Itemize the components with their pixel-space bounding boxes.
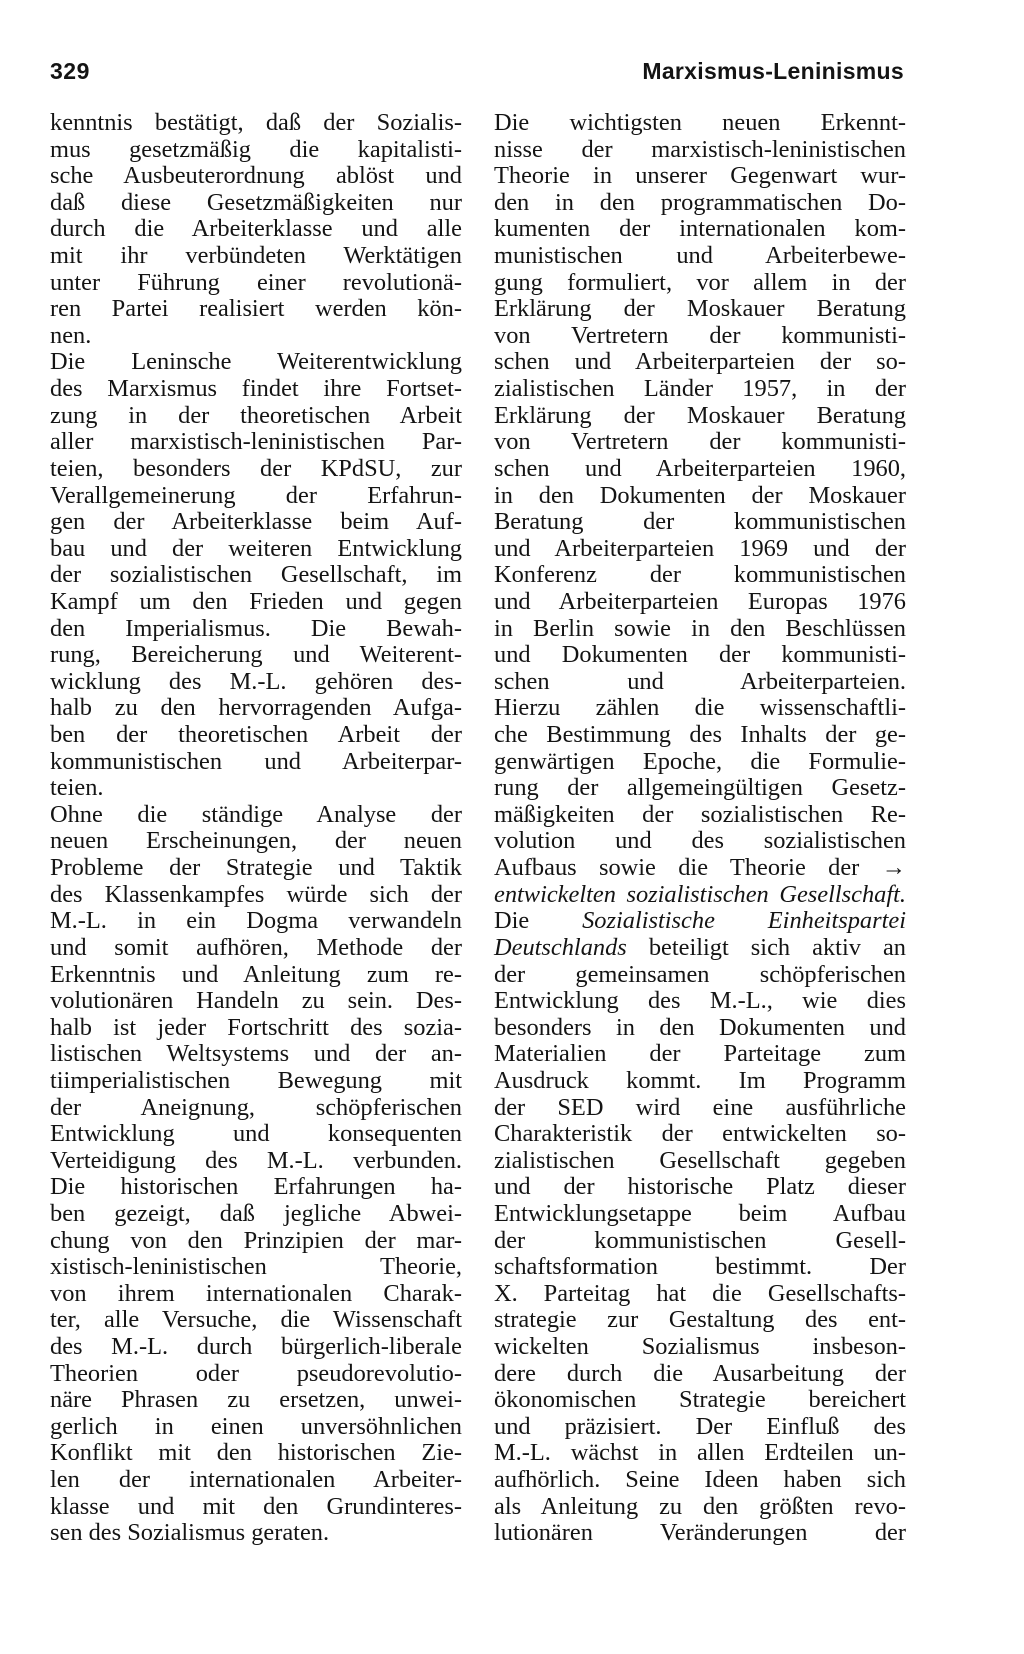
text-line: des Marxismus findet ihre Fortset- xyxy=(50,375,462,403)
text-line: Erklärung der Moskauer Beratung xyxy=(494,401,906,429)
text-line: genwärtigen Epoche, die Formulie- xyxy=(494,747,906,775)
text-line: und präzisiert. Der Einfluß des xyxy=(494,1412,906,1440)
text-line: der SED wird eine ausführliche xyxy=(494,1093,906,1121)
text-line: und Dokumenten der kommunisti- xyxy=(494,641,906,669)
text-line: durch die Arbeiterklasse und alle xyxy=(50,215,462,243)
text-line: sche Ausbeuterordnung ablöst und xyxy=(50,162,462,190)
text-line: gen der Arbeiterklasse beim Auf- xyxy=(50,508,462,536)
text-line: Ohne die ständige Analyse der xyxy=(50,800,462,828)
text-line: der gemeinsamen schöpferischen xyxy=(494,960,906,988)
text-run: Die xyxy=(494,907,583,935)
text-line: Materialien der Parteitage zum xyxy=(494,1040,906,1068)
text-line: Hierzu zählen die wissenschaftli- xyxy=(494,694,906,722)
text-line: ter, alle Versuche, die Wissenschaft xyxy=(50,1306,462,1334)
text-line: schen und Arbeiterparteien 1960, xyxy=(494,454,906,482)
text-line: volution und des sozialistischen xyxy=(494,827,906,855)
left-text-column xyxy=(50,110,462,1547)
text-line: aller marxistisch-leninistischen Par- xyxy=(50,428,462,456)
text-line: nisse der marxistisch-leninistischen xyxy=(494,135,906,163)
text-line: Entwicklung und konsequenten xyxy=(50,1120,462,1148)
text-line: zialistischen Gesellschaft gegeben xyxy=(494,1146,906,1174)
text-line: tiimperialistischen Bewegung mit xyxy=(50,1066,462,1094)
text-line: von Vertretern der kommunisti- xyxy=(494,428,906,456)
text-line: Die Leninsche Weiterentwicklung xyxy=(50,348,462,376)
text-line: rung der allgemeingültigen Gesetz- xyxy=(494,774,906,802)
text-run: beteiligt sich aktiv an xyxy=(626,933,906,961)
right-text-column xyxy=(494,110,906,1547)
text-line: bau und der weiteren Entwicklung xyxy=(50,534,462,562)
text-line: und Arbeiterparteien Europas 1976 xyxy=(494,587,906,615)
text-line: volutionären Handeln zu sein. Des- xyxy=(50,987,462,1015)
text-line: mit ihr verbündeten Werktätigen xyxy=(50,242,462,270)
text-line: zung in der theoretischen Arbeit xyxy=(50,401,462,429)
text-line: Verteidigung des M.-L. verbunden. xyxy=(50,1146,462,1174)
text-line: ben der theoretischen Arbeit der xyxy=(50,721,462,749)
text-line: in Berlin sowie in den Beschlüssen xyxy=(494,614,906,642)
text-line: Konferenz der kommunistischen xyxy=(494,561,906,589)
text-line: der sozialistischen Gesellschaft, im xyxy=(50,561,462,589)
text-line: aufhörlich. Seine Ideen haben sich xyxy=(494,1466,906,1494)
text-line: wickelten Sozialismus insbeson- xyxy=(494,1333,906,1361)
text-line: in den Dokumenten der Moskauer xyxy=(494,481,906,509)
text-line: des M.-L. durch bürgerlich-liberale xyxy=(50,1333,462,1361)
text-line: besonders in den Dokumenten und xyxy=(494,1013,906,1041)
text-line: kumenten der internationalen kom- xyxy=(494,215,906,243)
text-line: Kampf um den Frieden und gegen xyxy=(50,587,462,615)
text-line: Beratung der kommunistischen xyxy=(494,508,906,536)
text-line: sen des Sozialismus geraten. xyxy=(50,1519,330,1547)
text-line: und der historische Platz dieser xyxy=(494,1173,906,1201)
text-line: neuen Erscheinungen, der neuen xyxy=(50,827,462,855)
text-line: X. Parteitag hat die Gesellschafts- xyxy=(494,1279,906,1307)
text-line: den in den programmatischen Do- xyxy=(494,188,906,216)
cross-reference: Deutschlands xyxy=(494,933,627,961)
text-line: strategie zur Gestaltung des ent- xyxy=(494,1306,906,1334)
text-line: Charakteristik der entwickelten so- xyxy=(494,1120,906,1148)
text-line: näre Phrasen zu ersetzen, unwei- xyxy=(50,1386,462,1414)
text-line: Entwicklungsetappe beim Aufbau xyxy=(494,1199,906,1227)
text-line: und somit aufhören, Methode der xyxy=(50,933,462,961)
text-line: entwickelten sozialistischen Gesellschaft. xyxy=(494,880,906,908)
text-line: der Aneignung, schöpferischen xyxy=(50,1093,462,1121)
text-line: dere durch die Ausarbeitung der xyxy=(494,1359,906,1387)
text-line: gerlich in einen unversöhnlichen xyxy=(50,1412,462,1440)
text-line: Probleme der Strategie und Taktik xyxy=(50,854,462,882)
running-head: Marxismus-Leninismus xyxy=(642,58,904,84)
text-line: xistisch-leninistischen Theorie, xyxy=(50,1253,462,1281)
text-line: len der internationalen Arbeiter- xyxy=(50,1466,462,1494)
page-header xyxy=(50,58,904,98)
text-line: ben gezeigt, daß jegliche Abwei- xyxy=(50,1199,462,1227)
cross-reference: Sozialistische Einheitspartei xyxy=(582,907,906,935)
text-line xyxy=(494,908,906,935)
text-line xyxy=(494,935,906,962)
text-line: wicklung des M.-L. gehören des- xyxy=(50,667,462,695)
text-line: gung formuliert, vor allem in der xyxy=(494,268,906,296)
text-line: Erkenntnis und Anleitung zum re- xyxy=(50,960,462,988)
text-line: des Klassenkampfes würde sich der xyxy=(50,880,462,908)
text-line: schen und Arbeiterparteien. xyxy=(494,667,906,695)
text-line: daß diese Gesetzmäßigkeiten nur xyxy=(50,188,462,216)
text-line: Ausdruck kommt. Im Programm xyxy=(494,1066,906,1094)
text-line: ren Partei realisiert werden kön- xyxy=(50,295,462,323)
page-number: 329 xyxy=(50,58,90,84)
text-line: Verallgemeinerung der Erfahrun- xyxy=(50,481,462,509)
text-line: von ihrem internationalen Charak- xyxy=(50,1279,462,1307)
text-line: mäßigkeiten der sozialistischen Re- xyxy=(494,800,906,828)
text-line: Die historischen Erfahrungen ha- xyxy=(50,1173,462,1201)
text-line: Erklärung der Moskauer Beratung xyxy=(494,295,906,323)
text-line: und Arbeiterparteien 1969 und der xyxy=(494,534,906,562)
text-line: teien, besonders der KPdSU, zur xyxy=(50,454,462,482)
text-line: klasse und mit den Grundinteres- xyxy=(50,1492,462,1520)
text-line: listischen Weltsystems und der an- xyxy=(50,1040,462,1068)
text-line: der kommunistischen Gesell- xyxy=(494,1226,906,1254)
text-line: Entwicklung des M.-L., wie dies xyxy=(494,987,906,1015)
text-line: den Imperialismus. Die Bewah- xyxy=(50,614,462,642)
text-line: von Vertretern der kommunisti- xyxy=(494,321,906,349)
text-line: halb zu den hervorragenden Aufga- xyxy=(50,694,462,722)
text-line: M.-L. in ein Dogma verwandeln xyxy=(50,907,462,935)
text-line: mus gesetzmäßig die kapitalisti- xyxy=(50,135,462,163)
text-line: Aufbaus sowie die Theorie der → xyxy=(494,854,906,882)
text-line: unter Führung einer revolutionä- xyxy=(50,268,462,296)
text-line: ökonomischen Strategie bereichert xyxy=(494,1386,906,1414)
text-line: schen und Arbeiterparteien der so- xyxy=(494,348,906,376)
text-line: schaftsformation bestimmt. Der xyxy=(494,1253,906,1281)
text-line: lutionären Veränderungen der xyxy=(494,1519,906,1547)
text-line: teien. xyxy=(50,774,104,802)
text-line: kommunistischen und Arbeiterpar- xyxy=(50,747,462,775)
text-line: M.-L. wächst in allen Erdteilen un- xyxy=(494,1439,906,1467)
text-line: munistischen und Arbeiterbewe- xyxy=(494,242,906,270)
text-line: rung, Bereicherung und Weiterent- xyxy=(50,641,462,669)
text-line: Theorien oder pseudorevolutio- xyxy=(50,1359,462,1387)
text-line: als Anleitung zu den größten revo- xyxy=(494,1492,906,1520)
text-line: kenntnis bestätigt, daß der Sozialis- xyxy=(50,109,462,136)
text-line: Die wichtigsten neuen Erkennt- xyxy=(494,109,906,136)
text-line: che Bestimmung des Inhalts der ge- xyxy=(494,721,906,749)
text-line: halb ist jeder Fortschritt des sozia- xyxy=(50,1013,462,1041)
text-line: nen. xyxy=(50,321,92,349)
text-line: zialistischen Länder 1957, in der xyxy=(494,375,906,403)
text-line: Konflikt mit den historischen Zie- xyxy=(50,1439,462,1467)
text-line: chung von den Prinzipien der mar- xyxy=(50,1226,462,1254)
text-line: Theorie in unserer Gegenwart wur- xyxy=(494,162,906,190)
